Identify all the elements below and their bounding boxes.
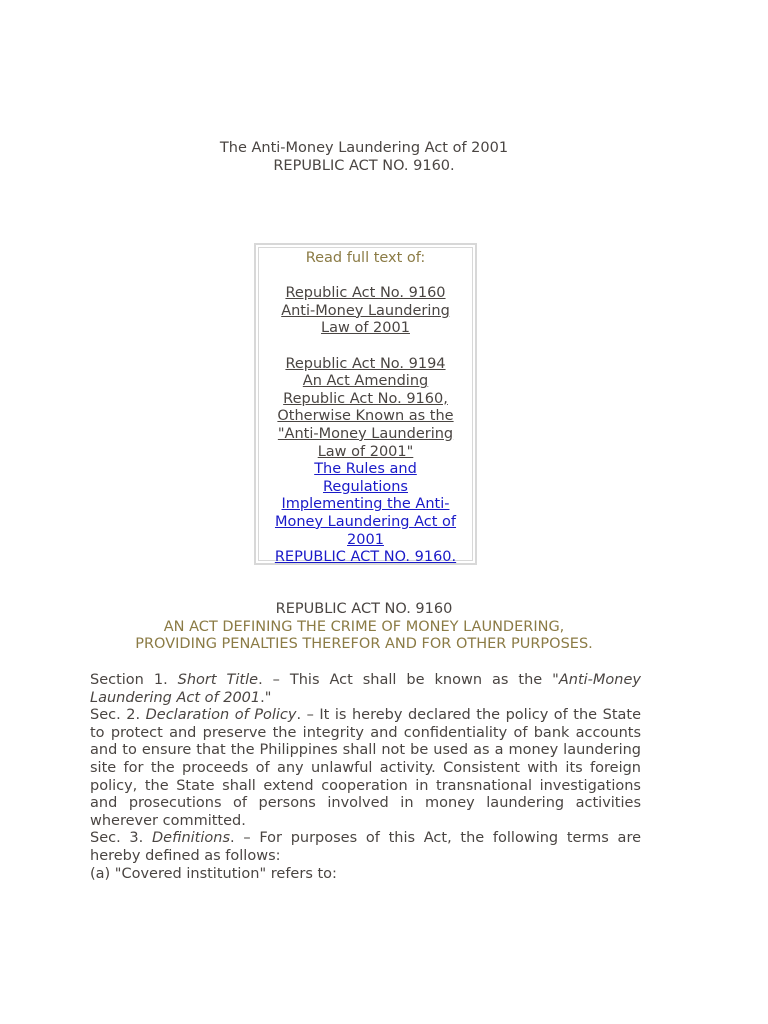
act-body [90,672,641,883]
section-text: . – It is hereby declared the policy of the State to protect and preserve the integrity and confidentiality of bank accounts and to ensure that the Philippines shall not be used as a money laundering site for the proceeds of any unlawful activity. Consistent with its foreign policy, the State shall extend cooperation in transnational investigations and prosecutions of persons involved in money laundering activities wherever committed. [90,707,642,829]
link-ra-9160-line[interactable]: Anti-Money Laundering [281,302,450,319]
link-ra-9194-line[interactable]: "Anti-Money Laundering [277,425,454,442]
read-full-text-inner [258,247,473,566]
section-label: Section 1. [90,672,178,688]
section-title: Declaration of Policy [145,707,297,724]
act-heading [0,601,728,654]
link-implementing-rules[interactable] [259,461,472,567]
read-full-text-box [254,243,477,565]
spacer [259,268,472,286]
document-title: The Anti-Money Laundering Act of 2001 [219,140,509,156]
section-title: Short Title [177,672,259,688]
link-ra-9194-line[interactable]: Otherwise Known as the [277,408,454,425]
link-ra-9194[interactable] [259,356,472,462]
link-implementing-rules-line[interactable]: Implementing the Anti- [281,496,450,513]
link-ra-9194-line[interactable]: An Act Amending [302,373,429,390]
link-implementing-rules-line[interactable]: 2001 [347,531,384,548]
link-ra-9160[interactable] [259,285,472,338]
section-title-italic: Anti-Money Laundering Act of 2001 [90,672,641,706]
act-subtitle-line: PROVIDING PENALTIES THEREFOR AND FOR OTHER PURPOSES. [135,636,593,653]
read-full-text-label: Read full text of: [305,250,426,266]
link-ra-9194-line[interactable]: Republic Act No. 9194 [285,355,446,372]
section-title: Definitions [152,830,231,847]
section-text: . – For purposes of this Act, the following terms are hereby defined as follows: [90,830,642,864]
link-ra-9194-line[interactable]: Law of 2001" [317,443,414,460]
link-implementing-rules-line[interactable]: The Rules and [314,461,417,478]
link-ra-9194-line[interactable]: Republic Act No. 9160, [283,390,448,407]
section-label: Sec. 2. [90,707,146,724]
section-label: Sec. 3. [90,830,152,847]
act-number: REPUBLIC ACT NO. 9160 [275,601,453,617]
document-subtitle: REPUBLIC ACT NO. 9160. [273,158,455,174]
link-implementing-rules-line[interactable]: Regulations [323,478,408,495]
section-text: . – This Act shall be known as the " [258,672,559,688]
section-2 [90,707,641,830]
document-header [0,139,728,175]
section-3 [90,830,641,865]
section-1 [90,672,641,707]
section-text: (a) "Covered institution" refers to: [90,865,337,882]
link-implementing-rules-line[interactable]: Money Laundering Act of [274,513,457,530]
link-implementing-rules-line[interactable]: REPUBLIC ACT NO. 9160. [274,549,457,566]
section-3a [90,866,641,884]
link-ra-9160-line[interactable]: Law of 2001 [321,320,410,337]
act-subtitle-line: AN ACT DEFINING THE CRIME OF MONEY LAUNDERING, [163,618,565,635]
section-text: ." [260,689,272,706]
spacer [259,338,472,356]
link-ra-9160-line[interactable]: Republic Act No. 9160 [285,285,446,302]
